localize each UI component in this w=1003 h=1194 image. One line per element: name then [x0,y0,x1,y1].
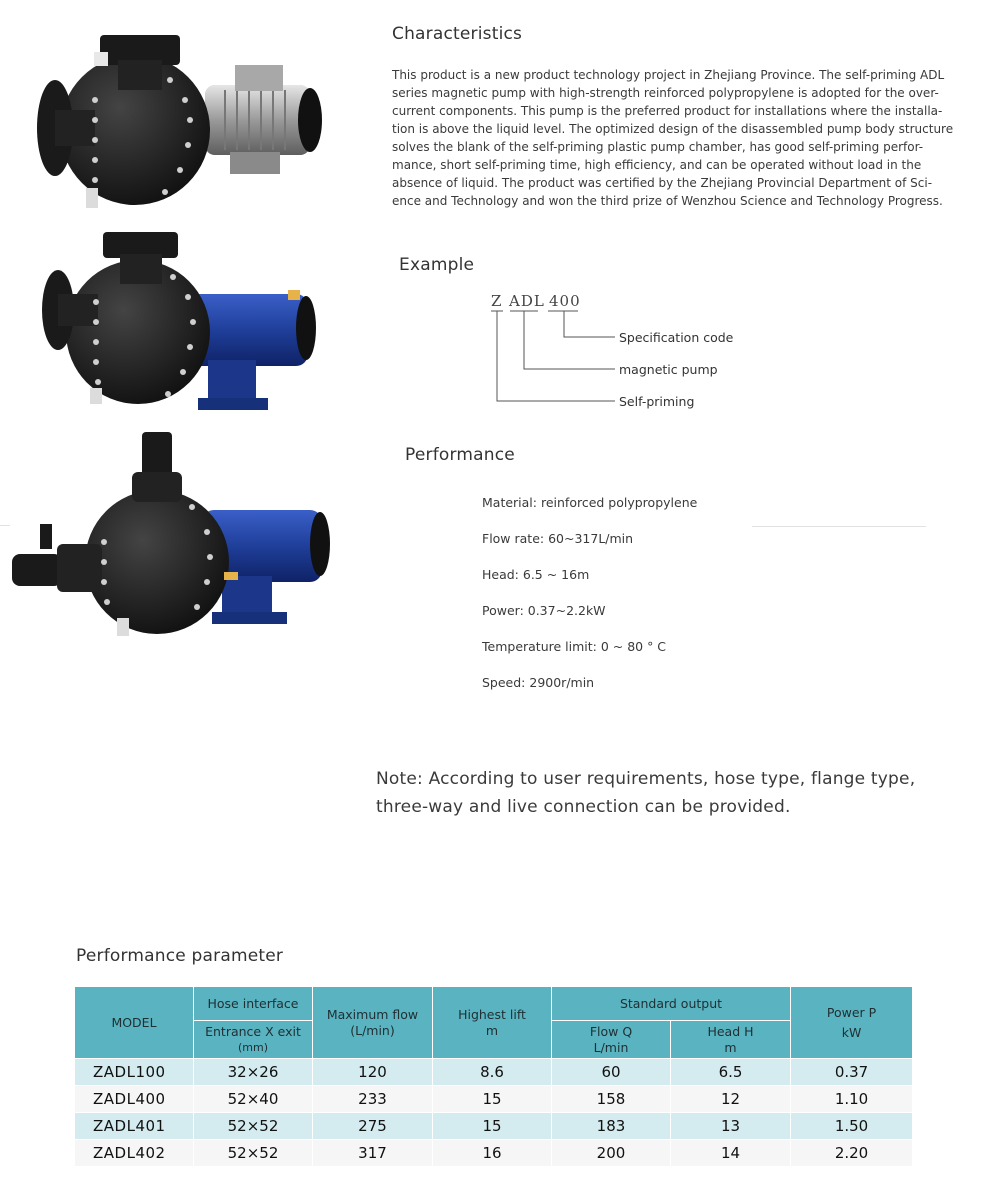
legend-self-priming: Self-priming [619,394,695,409]
header-lift: Highest lift m [433,987,552,1059]
header-hose: Hose interface [194,987,313,1021]
characteristics-line: solves the blank of the self-priming plastic pump chamber, has good self-priming perfor- [392,140,924,154]
header-entrance: Entrance X exit (mm) [194,1021,313,1059]
pump-image-grey-motor [30,20,330,215]
table-row: ZADL400 52×40 233 15 158 12 1.10 [75,1086,913,1113]
characteristics-line: mance, short self-priming time, high efficiency, and can be operated without load in the [392,158,922,172]
model-code-z: Z [491,292,503,310]
performance-speed: Speed: 2900r/min [482,675,595,690]
header-flow-q: Flow Q L/min [552,1021,671,1059]
header-model: MODEL [75,987,194,1059]
legend-magnetic-pump: magnetic pump [619,362,718,377]
table-row: ZADL100 32×26 120 8.6 60 6.5 0.37 [75,1059,913,1086]
header-power: Power P kW [791,987,913,1059]
model-code-adl: ADL [509,292,545,310]
characteristics-line: This product is a new product technology project in Zhejiang Province. The self-priming ADL [392,68,945,82]
note-line-2: three-way and live connection can be provided. [376,797,791,817]
characteristics-line: series magnetic pump with high-strength reinforced polypropylene is adopted for the over- [392,86,939,100]
performance-temperature: Temperature limit: 0 ~ 80 ° C [482,639,667,654]
performance-power: Power: 0.37~2.2kW [482,603,606,618]
performance-title: Performance [405,445,515,465]
divider-left [0,525,10,526]
performance-head: Head: 6.5 ~ 16m [482,567,590,582]
legend-specification-code: Specification code [619,330,734,345]
params-title: Performance parameter [76,946,284,966]
note-line-1: Note: According to user requirements, hose type, flange type, [376,769,916,789]
model-code-400: 400 [549,292,581,310]
characteristics-text [392,66,962,210]
header-max-flow: Maximum flow (L/min) [313,987,433,1059]
table-row: ZADL402 52×52 317 16 200 14 2.20 [75,1140,913,1167]
characteristics-title: Characteristics [392,24,523,44]
pump-image-hose-inlet [12,432,332,642]
performance-flow-rate: Flow rate: 60~317L/min [482,531,634,546]
header-standard-output: Standard output [552,987,791,1021]
example-title: Example [399,255,475,275]
params-table [74,986,913,1167]
characteristics-line: ence and Technology and won the third prize of Wenzhou Science and Technology Progress. [392,194,943,208]
model-code-diagram-lines [480,305,620,405]
characteristics-line: current components. This pump is the preferred product for installations where the installa- [392,104,943,118]
characteristics-line: absence of liquid. The product was certified by the Zhejiang Provincial Department of Sci- [392,176,933,190]
table-row: ZADL401 52×52 275 15 183 13 1.50 [75,1113,913,1140]
performance-material: Material: reinforced polypropylene [482,495,698,510]
pump-image-blue-motor [38,232,338,417]
header-head-h: Head H m [671,1021,791,1059]
note-text [376,765,976,821]
divider-right [752,526,926,527]
characteristics-line: tion is above the liquid level. The optimized design of the disassembled pump body structure [392,122,954,136]
